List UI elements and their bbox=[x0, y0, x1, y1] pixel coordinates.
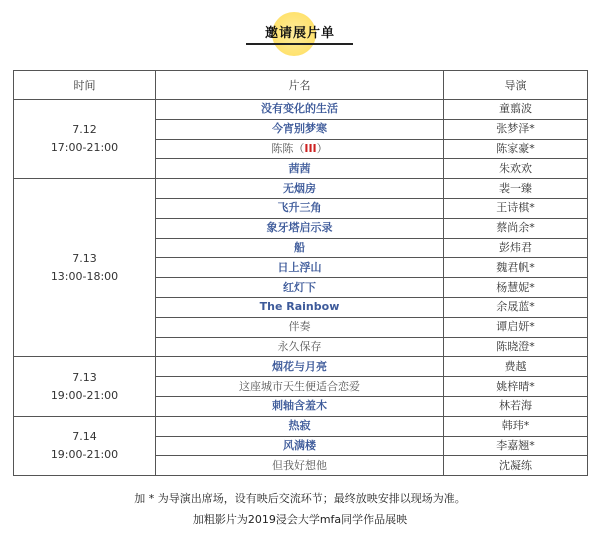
table-row bbox=[14, 179, 588, 199]
director-name: 陈家豪* bbox=[444, 139, 588, 159]
screening-date: 7.12 bbox=[72, 123, 97, 137]
header-time: 时间 bbox=[14, 71, 156, 100]
film-title-end: ） bbox=[316, 141, 328, 155]
note-bold-films: 加粗影片为2019浸会大学mfa同学作品展映 bbox=[192, 513, 408, 526]
film-title bbox=[156, 159, 444, 179]
table-row bbox=[14, 416, 588, 436]
director-name: 裴一臻 bbox=[444, 179, 588, 199]
film-title-text: 无烟房 bbox=[283, 181, 316, 195]
director-name: 余晟蓝* bbox=[444, 297, 588, 317]
film-title bbox=[156, 377, 444, 397]
film-title-text: 日上浮山 bbox=[277, 260, 322, 274]
film-title-text: 没有变化的生活 bbox=[261, 102, 338, 116]
film-title-text: 热寂 bbox=[288, 419, 311, 433]
table-row bbox=[14, 100, 588, 120]
film-title bbox=[156, 456, 444, 476]
time-cell bbox=[14, 357, 156, 416]
film-title bbox=[156, 436, 444, 456]
film-title-text: 飞升三角 bbox=[277, 201, 322, 215]
screening-date: 7.14 bbox=[72, 429, 97, 443]
film-tag: III bbox=[304, 141, 317, 155]
film-title-text: 风满楼 bbox=[283, 438, 316, 452]
screening-table bbox=[13, 70, 588, 476]
screening-time: 13:00-18:00 bbox=[50, 269, 119, 283]
film-title bbox=[156, 218, 444, 238]
film-title bbox=[156, 198, 444, 218]
film-title-text: The Rainbow bbox=[259, 300, 340, 314]
screening-date: 7.13 bbox=[72, 370, 97, 384]
director-name: 姚梓晴* bbox=[444, 377, 588, 397]
director-name: 魏君帆* bbox=[444, 258, 588, 278]
film-title bbox=[156, 297, 444, 317]
film-title bbox=[156, 416, 444, 436]
film-title bbox=[156, 179, 444, 199]
film-title-text: 但我好想他 bbox=[272, 458, 327, 472]
page-title: 邀请展片单 bbox=[264, 26, 335, 41]
film-title-text: 这座城市天生便适合恋爱 bbox=[239, 379, 360, 393]
director-name: 林若海 bbox=[444, 396, 588, 416]
time-cell bbox=[14, 100, 156, 179]
note-attendance: 加 * 为导演出席场，设有映后交流环节；最终放映安排以现场为准。 bbox=[134, 492, 466, 505]
header-film: 片名 bbox=[156, 71, 444, 100]
director-name: 杨慧妮* bbox=[444, 278, 588, 298]
film-title bbox=[156, 119, 444, 139]
screening-time: 19:00-21:00 bbox=[50, 447, 119, 461]
film-title-text: 陈陈（ bbox=[271, 141, 305, 155]
screening-time: 19:00-21:00 bbox=[50, 388, 119, 402]
table-body bbox=[14, 100, 588, 476]
film-title bbox=[156, 278, 444, 298]
director-name: 蔡尚余* bbox=[444, 218, 588, 238]
time-cell bbox=[14, 179, 156, 357]
director-name: 费越 bbox=[444, 357, 588, 377]
film-title bbox=[156, 317, 444, 337]
director-name: 张梦泽* bbox=[444, 119, 588, 139]
film-title bbox=[156, 100, 444, 120]
director-name: 韩玮* bbox=[444, 416, 588, 436]
director-name: 彭炜君 bbox=[444, 238, 588, 258]
director-name: 沈凝练 bbox=[444, 456, 588, 476]
film-title-text: 茜茜 bbox=[288, 161, 311, 175]
film-title bbox=[156, 139, 444, 159]
film-title bbox=[156, 258, 444, 278]
film-title bbox=[156, 396, 444, 416]
film-title bbox=[156, 337, 444, 357]
time-cell bbox=[14, 416, 156, 475]
film-title-text: 刺轴含羞木 bbox=[272, 399, 327, 413]
film-title-text: 烟花与月亮 bbox=[272, 359, 327, 373]
director-name: 童翦波 bbox=[444, 100, 588, 120]
film-title-text: 今宵别梦寒 bbox=[272, 122, 327, 136]
film-title-text: 象牙塔启示录 bbox=[266, 221, 333, 235]
screening-date: 7.13 bbox=[72, 251, 97, 265]
film-title-text: 永久保存 bbox=[277, 339, 322, 353]
film-title-text: 船 bbox=[294, 240, 305, 254]
director-name: 谭启妍* bbox=[444, 317, 588, 337]
film-title bbox=[156, 238, 444, 258]
director-name: 李嘉翘* bbox=[444, 436, 588, 456]
director-name: 王诗棋* bbox=[444, 198, 588, 218]
film-title bbox=[156, 357, 444, 377]
film-title-text: 红灯下 bbox=[283, 280, 316, 294]
table-header bbox=[14, 71, 588, 100]
table-row bbox=[14, 357, 588, 377]
title-underline bbox=[246, 43, 353, 45]
screening-time: 17:00-21:00 bbox=[50, 141, 119, 155]
film-title-text: 伴奏 bbox=[288, 320, 311, 334]
director-name: 陈晓澄* bbox=[444, 337, 588, 357]
director-name: 朱欢欢 bbox=[444, 159, 588, 179]
header-director: 导演 bbox=[444, 71, 588, 100]
